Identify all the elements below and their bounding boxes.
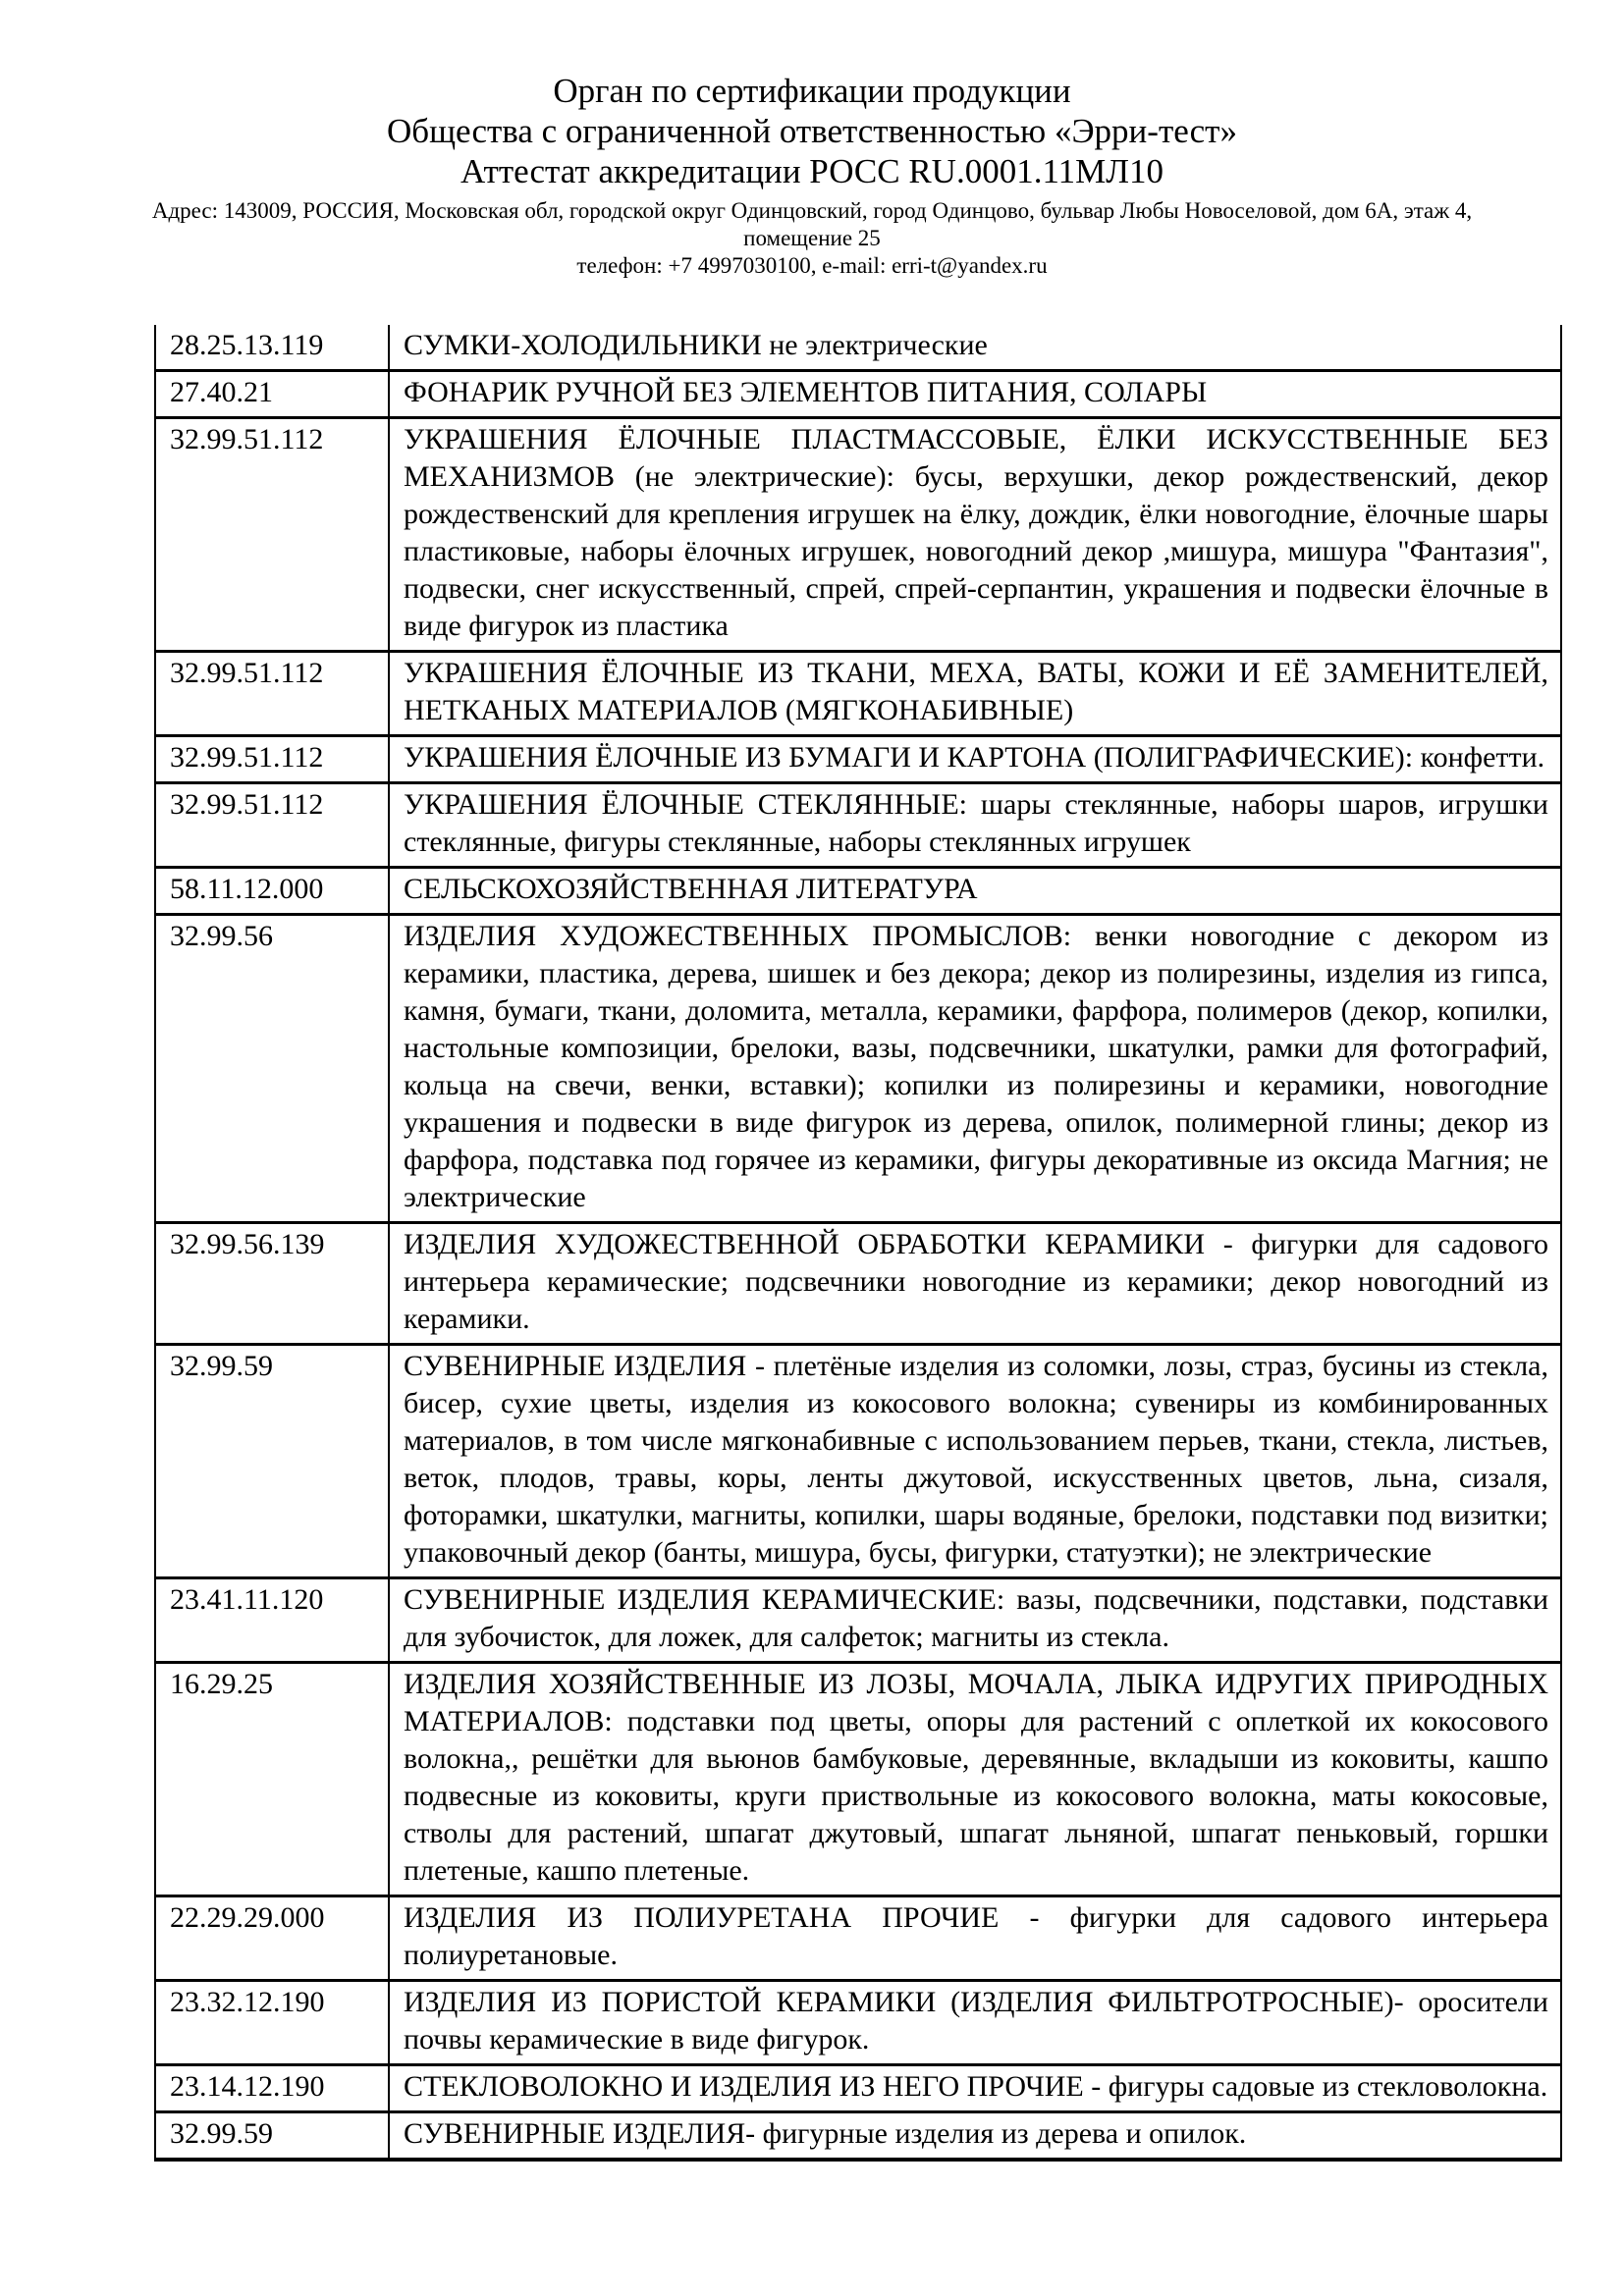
codes-table-body [155, 325, 1561, 2160]
code-cell: 27.40.21 [155, 371, 389, 418]
table-row [155, 652, 1561, 736]
table-row [155, 1223, 1561, 1345]
description-cell: ИЗДЕЛИЯ ИЗ ПОРИСТОЙ КЕРАМИКИ (ИЗДЕЛИЯ ФИЛЬТРОТРОСНЫЕ)- оросители почвы керамические в виде фигурок. [389, 1981, 1561, 2065]
code-cell: 32.99.51.112 [155, 418, 389, 652]
table-row [155, 1345, 1561, 1578]
accreditation-line: Аттестат аккредитации РОСС RU.0001.11МЛ10 [460, 152, 1164, 190]
table-row [155, 371, 1561, 418]
product-codes-table [154, 325, 1562, 2162]
org-title-line-1: Орган по сертификации продукции [553, 72, 1071, 110]
table-row [155, 1663, 1561, 1896]
address-line-1: Адрес: 143009, РОССИЯ, Московская обл, городской округ Одинцовский, город Одинцово, бульвар Любы Новоселовой, дом 6А, этаж 4, [151, 198, 1473, 223]
description-cell: УКРАШЕНИЯ ЁЛОЧНЫЕ ИЗ БУМАГИ И КАРТОНА (ПОЛИГРАФИЧЕСКИЕ): конфетти. [389, 736, 1561, 783]
table-row [155, 325, 1561, 371]
table-row [155, 418, 1561, 652]
description-cell: ИЗДЕЛИЯ ХУДОЖЕСТВЕННЫХ ПРОМЫСЛОВ: венки новогодние с декором из керамики, пластика, дерева, шишек и без декора; декор из полирезины, изделия из гипса, камня, бумаги, ткани, доломита, металла, керамики, фарфора, полимеров (декор, копилки, настольные композиции, брелоки, вазы, подсвечники, шкатулки, рамки для фотографий, кольца на свечи, венки, вставки); копилки из полирезины и керамики, новогодние украшения и подвески в виде фигурок из дерева, опилок, полимерной глины; декор из фарфора, подставка под горячее из керамики, фигуры декоративные из оксида Магния; не электрические [389, 915, 1561, 1223]
table-row [155, 736, 1561, 783]
table-row [155, 1981, 1561, 2065]
code-cell: 32.99.56.139 [155, 1223, 389, 1345]
table-row [155, 1578, 1561, 1663]
table-row [155, 915, 1561, 1223]
table-row [155, 868, 1561, 915]
code-cell: 32.99.59 [155, 2112, 389, 2161]
table-row [155, 783, 1561, 868]
code-cell: 58.11.12.000 [155, 868, 389, 915]
code-cell: 28.25.13.119 [155, 325, 389, 371]
address-block [0, 197, 1624, 280]
description-cell: УКРАШЕНИЯ ЁЛОЧНЫЕ ПЛАСТМАССОВЫЕ, ЁЛКИ ИСКУССТВЕННЫЕ БЕЗ МЕХАНИЗМОВ (не электрические): бусы, верхушки, декор рождественский, декор рождественский для крепления игрушек на ёлку, дождик, ёлки новогодние, ёлочные шары пластиковые, наборы ёлочных игрушек, новогодний декор ,мишура, мишура "Фантазия", подвески, снег искусственный, спрей, спрей-серпантин, украшения и подвески ёлочные в виде фигурок из пластика [389, 418, 1561, 652]
code-cell: 32.99.59 [155, 1345, 389, 1578]
table-row [155, 2112, 1561, 2161]
code-cell: 32.99.51.112 [155, 783, 389, 868]
address-line-2: помещение 25 [743, 226, 881, 250]
code-cell: 16.29.25 [155, 1663, 389, 1896]
contact-line: телефон: +7 4997030100, e-mail: erri-t@yandex.ru [576, 253, 1048, 278]
code-cell: 23.32.12.190 [155, 1981, 389, 2065]
description-cell: СУВЕНИРНЫЕ ИЗДЕЛИЯ - плетёные изделия из соломки, лозы, страз, бусины из стекла, бисер, сухие цветы, изделия из кокосового волокна; сувениры из комбинированных материалов, в том числе мягконабивные с использованием перьев, ткани, стекла, листьев, веток, плодов, травы, коры, ленты джутовой, искусственных цветов, льна, сизаля, фоторамки, шкатулки, магниты, копилки, шары водяные, брелоки, подставки под визитки; упаковочный декор (банты, мишура, бусы, фигурки, статуэтки); не электрические [389, 1345, 1561, 1578]
code-cell: 32.99.51.112 [155, 736, 389, 783]
code-cell: 23.41.11.120 [155, 1578, 389, 1663]
code-cell: 32.99.51.112 [155, 652, 389, 736]
code-cell: 32.99.56 [155, 915, 389, 1223]
table-row [155, 2065, 1561, 2112]
table-row [155, 1896, 1561, 1981]
description-cell: ИЗДЕЛИЯ ХОЗЯЙСТВЕННЫЕ ИЗ ЛОЗЫ, МОЧАЛА, ЛЫКА ИДРУГИХ ПРИРОДНЫХ МАТЕРИАЛОВ: подставки под цветы, опоры для растений с оплеткой их кокосового волокна,, решётки для вьюнов бамбуковые, деревянные, вкладыши из коковиты, кашпо подвесные из коковиты, круги приствольные из кокосового волокна, маты кокосовые, стволы для растений, шпагат джутовый, шпагат льняной, шпагат пеньковый, горшки плетеные, кашпо плетеные. [389, 1663, 1561, 1896]
description-cell: ФОНАРИК РУЧНОЙ БЕЗ ЭЛЕМЕНТОВ ПИТАНИЯ, СОЛАРЫ [389, 371, 1561, 418]
description-cell: СТЕКЛОВОЛОКНО И ИЗДЕЛИЯ ИЗ НЕГО ПРОЧИЕ - фигуры садовые из стекловолокна. [389, 2065, 1561, 2112]
description-cell: СЕЛЬСКОХОЗЯЙСТВЕННАЯ ЛИТЕРАТУРА [389, 868, 1561, 915]
document-header [0, 0, 1624, 280]
description-cell: УКРАШЕНИЯ ЁЛОЧНЫЕ СТЕКЛЯННЫЕ: шары стеклянные, наборы шаров, игрушки стеклянные, фигуры стеклянные, наборы стеклянных игрушек [389, 783, 1561, 868]
description-cell: СУВЕНИРНЫЕ ИЗДЕЛИЯ- фигурные изделия из дерева и опилок. [389, 2112, 1561, 2161]
description-cell: ИЗДЕЛИЯ ИЗ ПОЛИУРЕТАНА ПРОЧИЕ - фигурки для садового интерьера полиуретановые. [389, 1896, 1561, 1981]
description-cell: СУВЕНИРНЫЕ ИЗДЕЛИЯ КЕРАМИЧЕСКИЕ: вазы, подсвечники, подставки, подставки для зубочисток, для ложек, для салфеток; магниты из стекла. [389, 1578, 1561, 1663]
code-cell: 23.14.12.190 [155, 2065, 389, 2112]
org-title-line-2: Общества с ограниченной ответственностью «Эрри-тест» [387, 112, 1237, 150]
code-cell: 22.29.29.000 [155, 1896, 389, 1981]
description-cell: УКРАШЕНИЯ ЁЛОЧНЫЕ ИЗ ТКАНИ, МЕХА, ВАТЫ, КОЖИ И ЕЁ ЗАМЕНИТЕЛЕЙ, НЕТКАНЫХ МАТЕРИАЛОВ (МЯГКОНАБИВНЫЕ) [389, 652, 1561, 736]
description-cell: СУМКИ-ХОЛОДИЛЬНИКИ не электрические [389, 325, 1561, 371]
description-cell: ИЗДЕЛИЯ ХУДОЖЕСТВЕННОЙ ОБРАБОТКИ КЕРАМИКИ - фигурки для садового интерьера керамические; подсвечники новогодние из керамики; декор новогодний из керамики. [389, 1223, 1561, 1345]
